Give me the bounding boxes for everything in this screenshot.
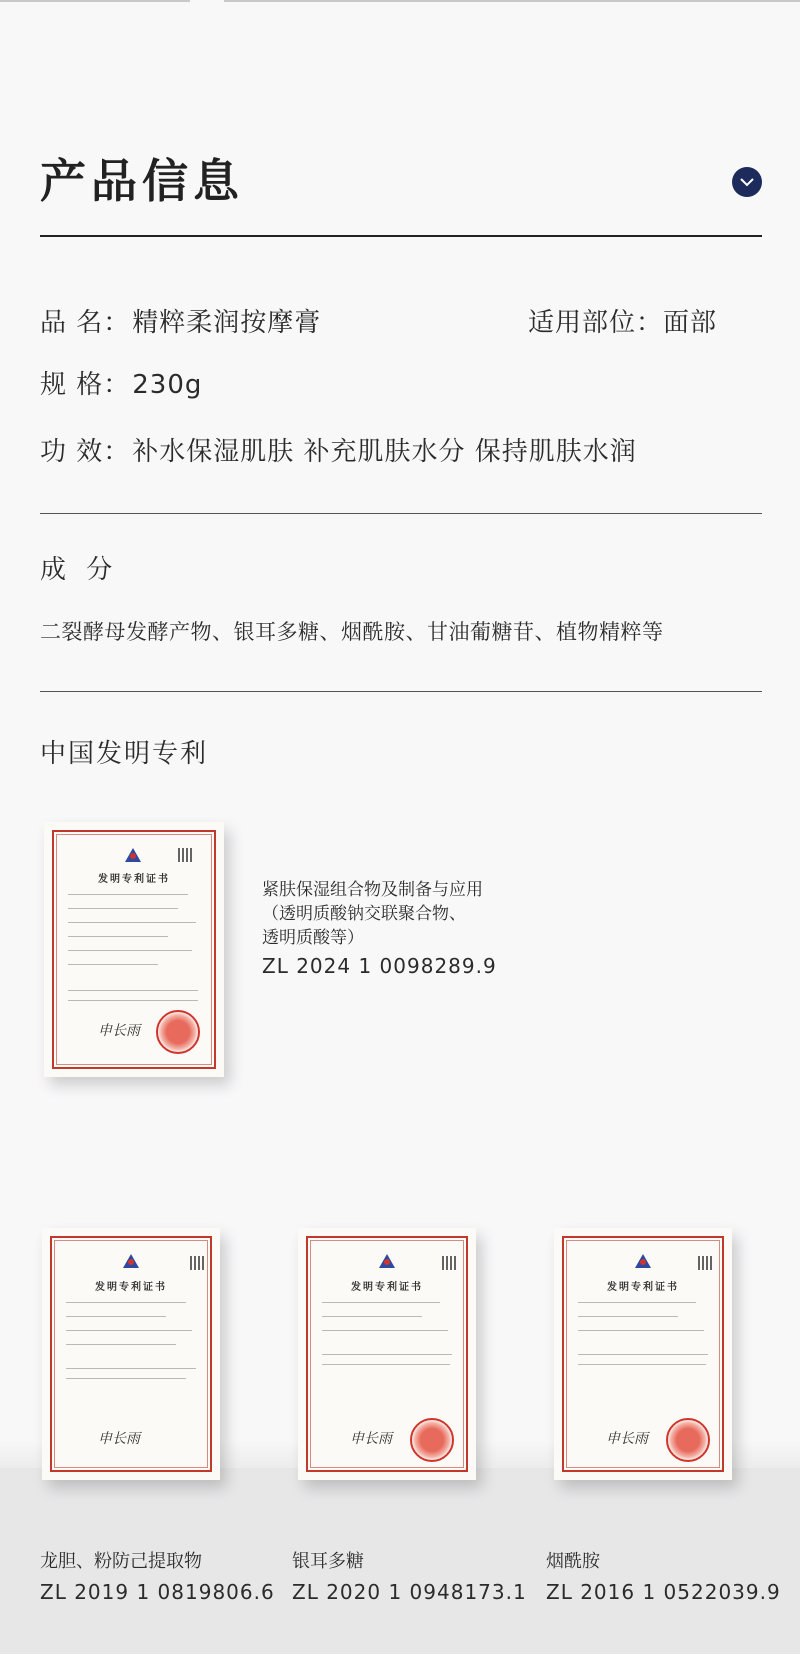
product-spec-value: 230g — [132, 370, 203, 400]
top-divider-gap — [190, 0, 224, 2]
director-signature: 申长雨 — [98, 1023, 140, 1039]
qr-code-icon — [178, 848, 192, 862]
director-signature: 申长雨 — [98, 1431, 140, 1447]
certificate-text-line — [322, 1316, 422, 1317]
patent-office-logo-icon — [122, 846, 144, 864]
certificate-text-line — [322, 1330, 448, 1331]
certificate-text-line — [66, 1344, 176, 1345]
certificate-text-line — [578, 1364, 706, 1365]
certificate-text-line — [66, 1302, 186, 1303]
main-patent-line1: 紧肤保湿组合物及制备与应用 — [262, 880, 483, 900]
collapse-toggle-button[interactable] — [732, 167, 762, 197]
certificate-text-line — [66, 1368, 196, 1369]
certificate-title: 发明专利证书 — [607, 1282, 679, 1293]
certificate-text-line — [66, 1316, 166, 1317]
patent-certificate-image — [42, 1228, 220, 1480]
section-divider — [40, 691, 762, 692]
certificate-text-line — [68, 936, 168, 937]
product-effect-value: 补水保湿肌肤 补充肌肤水分 保持肌肤水润 — [132, 437, 637, 467]
certificate-text-line — [68, 908, 178, 909]
director-signature: 申长雨 — [350, 1431, 392, 1447]
section-divider — [40, 513, 762, 514]
certificate-text-line — [322, 1364, 450, 1365]
patent-item-number: ZL 2019 1 0819806.6 — [40, 1580, 275, 1604]
ingredients-title: 成 分 — [40, 555, 119, 585]
title-divider — [40, 235, 762, 237]
certificate-text-line — [322, 1354, 452, 1355]
official-seal-icon — [410, 1418, 454, 1462]
qr-code-icon — [442, 1256, 456, 1270]
product-spec-label: 规 格： — [40, 370, 131, 400]
patent-item-number: ZL 2020 1 0948173.1 — [292, 1580, 527, 1604]
qr-code-icon — [190, 1256, 204, 1270]
patent-item-number: ZL 2016 1 0522039.9 — [546, 1580, 781, 1604]
certificate-text-line — [68, 990, 198, 991]
patent-certificate-image — [298, 1228, 476, 1480]
main-patent-line2: （透明质酸钠交联聚合物、 — [262, 904, 466, 924]
patent-item-name: 银耳多糖 — [292, 1551, 364, 1572]
certificate-text-line — [68, 894, 188, 895]
qr-code-icon — [698, 1256, 712, 1270]
certificate-text-line — [66, 1378, 186, 1379]
official-seal-icon — [666, 1418, 710, 1462]
certificate-text-line — [66, 1330, 192, 1331]
patent-office-logo-icon — [632, 1252, 654, 1270]
certificate-text-line — [68, 1000, 198, 1001]
certificate-text-line — [68, 922, 196, 923]
certificate-text-line — [578, 1302, 696, 1303]
product-effect-row — [40, 431, 637, 468]
top-divider — [0, 0, 800, 2]
product-effect-label: 功 效： — [40, 437, 131, 467]
patent-certificate-image — [554, 1228, 732, 1480]
patent-office-logo-icon — [376, 1252, 398, 1270]
product-area-value: 面部 — [663, 308, 718, 338]
certificate-text-line — [578, 1354, 708, 1355]
certificate-title: 发明专利证书 — [98, 874, 170, 885]
ingredients-text: 二裂酵母发酵产物、银耳多糖、烟酰胺、甘油葡糖苷、植物精粹等 — [40, 620, 664, 644]
director-signature: 申长雨 — [606, 1431, 648, 1447]
certificate-text-line — [578, 1330, 704, 1331]
patent-item-name: 烟酰胺 — [546, 1551, 600, 1572]
page-title: 产品信息 — [40, 154, 244, 208]
certificate-text-line — [578, 1316, 678, 1317]
certificate-title: 发明专利证书 — [351, 1282, 423, 1293]
official-seal-icon — [156, 1010, 200, 1054]
product-spec-row — [40, 364, 202, 401]
patent-certificate-image — [44, 822, 224, 1077]
patent-item-name: 龙胆、粉防己提取物 — [40, 1551, 202, 1572]
main-patent-line3: 透明质酸等） — [262, 928, 364, 948]
certificate-text-line — [68, 964, 158, 965]
product-area-label: 适用部位： — [528, 308, 664, 338]
main-patent-description — [262, 878, 483, 950]
certificate-text-line — [68, 950, 192, 951]
patents-title: 中国发明专利 — [40, 739, 209, 769]
chevron-down-icon — [740, 177, 754, 187]
certificate-text-line — [322, 1302, 440, 1303]
product-area-row — [528, 302, 717, 339]
patent-office-logo-icon — [120, 1252, 142, 1270]
product-name-value: 精粹柔润按摩膏 — [132, 308, 322, 338]
main-patent-number: ZL 2024 1 0098289.9 — [262, 954, 497, 978]
certificate-title: 发明专利证书 — [95, 1282, 167, 1293]
product-name-label: 品 名： — [40, 308, 131, 338]
product-name-row — [40, 302, 321, 339]
